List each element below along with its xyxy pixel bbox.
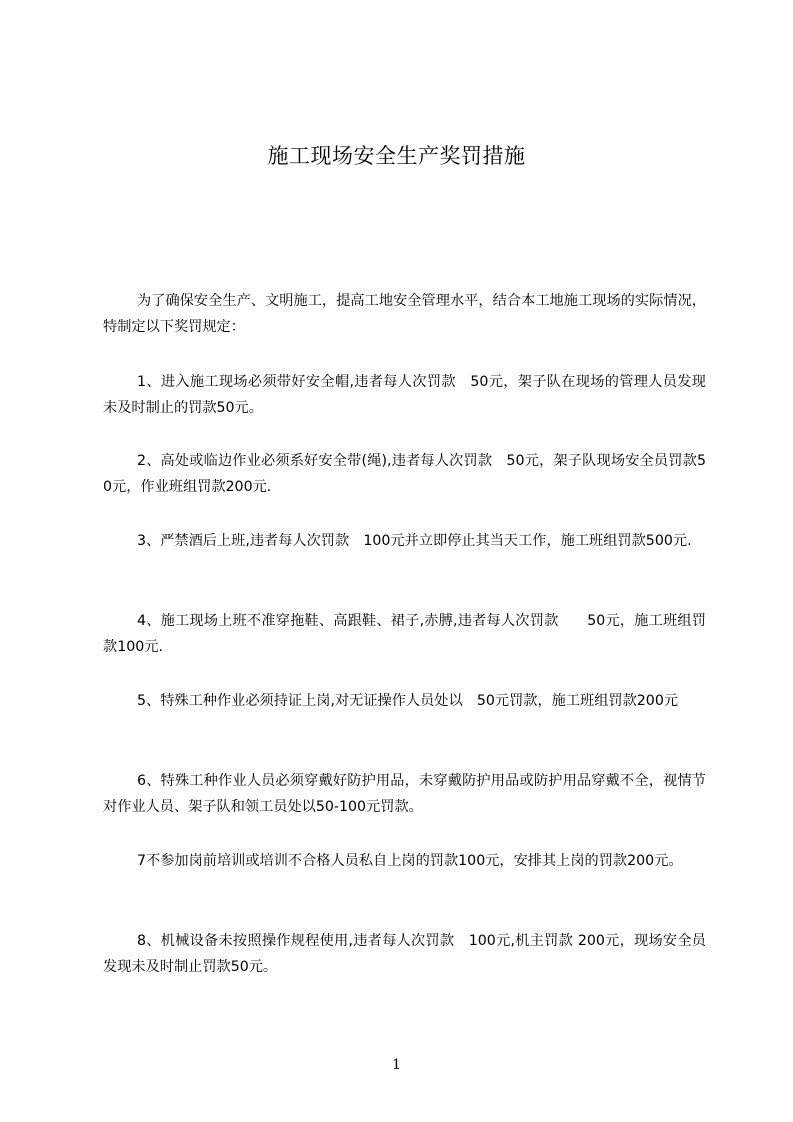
rule-8: 8、机械设备未按照操作规程使用,违者每人次罚款 100元,机主罚款 200元，现场安全员发现未及时制止罚款50元。 — [103, 933, 706, 975]
rule-6: 6、特殊工种作业人员必须穿戴好防护用品，未穿戴防护用品或防护用品穿戴不全，视情节对作业人员、架子队和领工员处以50-100元罚款。 — [103, 773, 706, 815]
rule-5: 5、特殊工种作业必须持证上岗,对无证操作人员处以 50元罚款，施工班组罚款200元 — [137, 693, 679, 709]
intro-paragraph: 为了确保安全生产、文明施工，提高工地安全管理水平，结合本工地施工现场的实际情况，特制定以下奖罚规定： — [103, 293, 706, 335]
rule-2: 2、高处或临边作业必须系好安全带(绳),违者每人次罚款 50元，架子队现场安全员罚款50元，作业班组罚款200元. — [103, 453, 706, 495]
document-title: 施工现场安全生产奖罚措施 — [267, 144, 526, 168]
page-number: 1 — [392, 1057, 401, 1073]
rule-1: 1、进入施工现场必须带好安全帽,违者每人次罚款 50元，架子队在现场的管理人员发现未及时制止的罚款50元。 — [103, 374, 706, 416]
rule-3: 3、严禁酒后上班,违者每人次罚款 100元并立即停止其当天工作，施工班组罚款500元. — [137, 533, 692, 549]
rule-7: 7不参加岗前培训或培训不合格人员私自上岗的罚款100元，安排其上岗的罚款200元。 — [137, 853, 683, 869]
rule-4: 4、施工现场上班不准穿拖鞋、高跟鞋、裙子,赤膊,违者每人次罚款 50元，施工班组罚款100元. — [103, 613, 706, 655]
